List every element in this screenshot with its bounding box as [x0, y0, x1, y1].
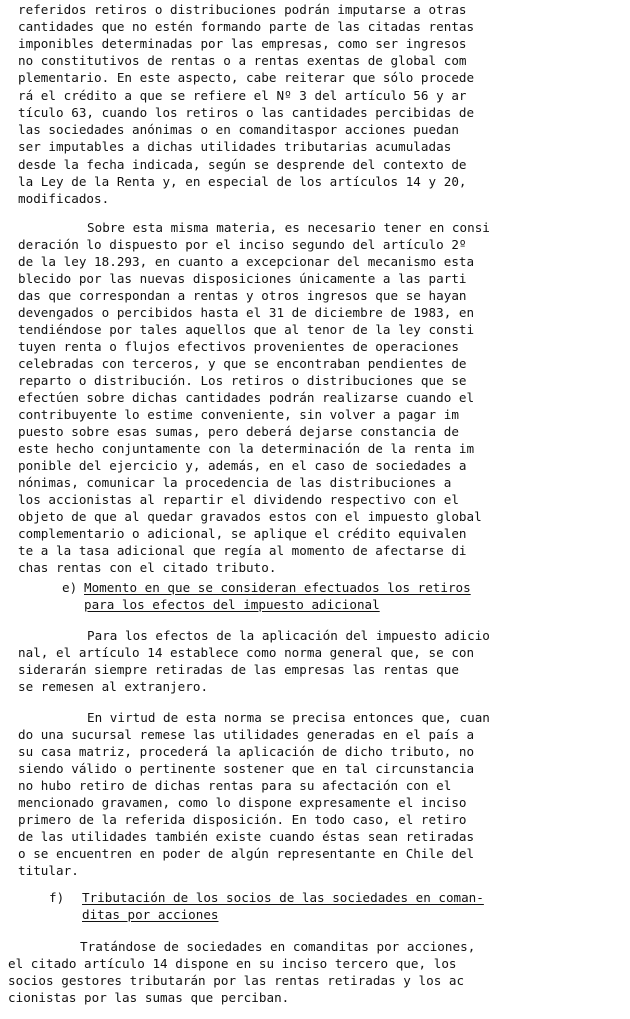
paragraph-2-line-16: nónimas, comunicar la procedencia de las distribuciones a	[18, 475, 452, 490]
paragraph-2-line-12: contribuyente lo estime conveniente, sin volver a pagar im	[18, 407, 459, 422]
section-e-heading-line-1: Momento en que se consideran efectuados los retiros	[84, 580, 471, 595]
paragraph-5-line-1: Tratándose de sociedades en comanditas por acciones,	[80, 939, 476, 954]
paragraph-1-line-5: plementario. En este aspecto, cabe reiterar que sólo procede	[18, 70, 475, 85]
paragraph-1-line-8: las sociedades anónimas o en comanditaspor acciones puedan	[18, 122, 459, 137]
paragraph-4-line-10: titular.	[18, 863, 79, 878]
paragraph-2-line-3: de la ley 18.293, en cuanto a excepcionar del mecanismo esta	[18, 254, 475, 269]
section-e-heading-line-2: para los efectos del impuesto adicional	[84, 597, 380, 612]
paragraph-2-line-14: este hecho conjuntamente con la determinación de la renta im	[18, 441, 475, 456]
section-f-heading-line-2: ditas por acciones	[82, 907, 219, 922]
paragraph-2-line-4: blecido por las nuevas disposiciones únicamente a las parti	[18, 271, 467, 286]
section-e-label: e)	[62, 580, 78, 595]
paragraph-4-line-4: siendo válido o pertinente sostener que en tal circunstancia	[18, 761, 475, 776]
paragraph-2-line-8: tuyen renta o flujos efectivos provenientes de operaciones	[18, 339, 459, 354]
paragraph-4-line-6: mencionado gravamen, como lo dispone expresamente el inciso	[18, 795, 467, 810]
paragraph-5-line-2: el citado artículo 14 dispone en su inciso tercero que, los	[8, 956, 457, 971]
paragraph-2-line-5: das que correspondan a rentas y otros ingresos que se hayan	[18, 288, 467, 303]
paragraph-1-line-7: tículo 63, cuando los retiros o las cantidades percibidas de	[18, 105, 475, 120]
paragraph-2-line-10: reparto o distribución. Los retiros o distribuciones que se	[18, 373, 467, 388]
paragraph-3-line-3: siderarán siempre retiradas de las empresas las rentas que	[18, 662, 459, 677]
paragraph-4-line-7: primero de la referida disposición. En todo caso, el retiro	[18, 812, 467, 827]
paragraph-1-line-4: no constitutivos de rentas o a rentas exentas de global com	[18, 53, 467, 68]
paragraph-4-line-5: no hubo retiro de dichas rentas para su afectación con el	[18, 778, 452, 793]
paragraph-2-line-2: deración lo dispuesto por el inciso segundo del artículo 2º	[18, 237, 467, 252]
paragraph-2-line-15: ponible del ejercicio y, además, en el caso de sociedades a	[18, 458, 467, 473]
paragraph-4-line-9: o se encuentren en poder de algún representante en Chile del	[18, 846, 475, 861]
paragraph-5-line-4: cionistas por las sumas que perciban.	[8, 990, 290, 1005]
paragraph-1-line-10: desde la fecha indicada, según se desprende del contexto de	[18, 157, 467, 172]
paragraph-1-line-9: ser imputables a dichas utilidades tributarias acumuladas	[18, 139, 452, 154]
paragraph-2-line-18: objeto de que al quedar gravados estos con el impuesto global	[18, 509, 482, 524]
paragraph-1-line-2: cantidades que no estén formando parte de las citadas rentas	[18, 19, 475, 34]
paragraph-4-line-3: su casa matriz, procederá la aplicación de dicho tributo, no	[18, 744, 475, 759]
paragraph-2-line-19: complementario o adicional, se aplique el crédito equivalen	[18, 526, 467, 541]
paragraph-5-line-3: socios gestores tributarán por las rentas retiradas y los ac	[8, 973, 465, 988]
paragraph-1-line-1: referidos retiros o distribuciones podrán imputarse a otras	[18, 2, 467, 17]
paragraph-1-line-11: la Ley de la Renta y, en especial de los artículos 14 y 20,	[18, 174, 467, 189]
section-f-heading-line-1: Tributación de los socios de las sociedades en coman-	[82, 890, 484, 905]
paragraph-3-line-2: nal, el artículo 14 establece como norma general que, se con	[18, 645, 475, 660]
paragraph-2-line-13: puesto sobre esas sumas, pero deberá dejarse constancia de	[18, 424, 459, 439]
paragraph-2-line-21: chas rentas con el citado tributo.	[18, 560, 277, 575]
paragraph-1-line-6: rá el crédito a que se refiere el Nº 3 del artículo 56 y ar	[18, 88, 467, 103]
paragraph-1-line-3: imponibles determinadas por las empresas, como ser ingresos	[18, 36, 467, 51]
paragraph-1-line-12: modificados.	[18, 191, 110, 206]
paragraph-3-line-1: Para los efectos de la aplicación del impuesto adicio	[87, 628, 490, 643]
paragraph-2-line-17: los accionistas al repartir el dividendo respectivo con el	[18, 492, 459, 507]
paragraph-4-line-1: En virtud de esta norma se precisa entonces que, cuan	[87, 710, 490, 725]
paragraph-4-line-2: do una sucursal remese las utilidades generadas en el país a	[18, 727, 475, 742]
paragraph-2-line-7: tendiéndose por tales aquellos que al tenor de la ley consti	[18, 322, 475, 337]
paragraph-2-line-20: te a la tasa adicional que regía al momento de afectarse di	[18, 543, 467, 558]
paragraph-2-line-1: Sobre esta misma materia, es necesario tener en consi	[87, 220, 490, 235]
paragraph-2-line-11: efectúen sobre dichas cantidades podrán realizarse cuando el	[18, 390, 475, 405]
paragraph-2-line-9: celebradas con terceros, y que se encontraban pendientes de	[18, 356, 467, 371]
paragraph-3-line-4: se remesen al extranjero.	[18, 679, 209, 694]
paragraph-2-line-6: devengados o percibidos hasta el 31 de diciembre de 1983, en	[18, 305, 475, 320]
section-f-label: f)	[49, 890, 65, 905]
paragraph-4-line-8: de las utilidades también existe cuando éstas sean retiradas	[18, 829, 475, 844]
